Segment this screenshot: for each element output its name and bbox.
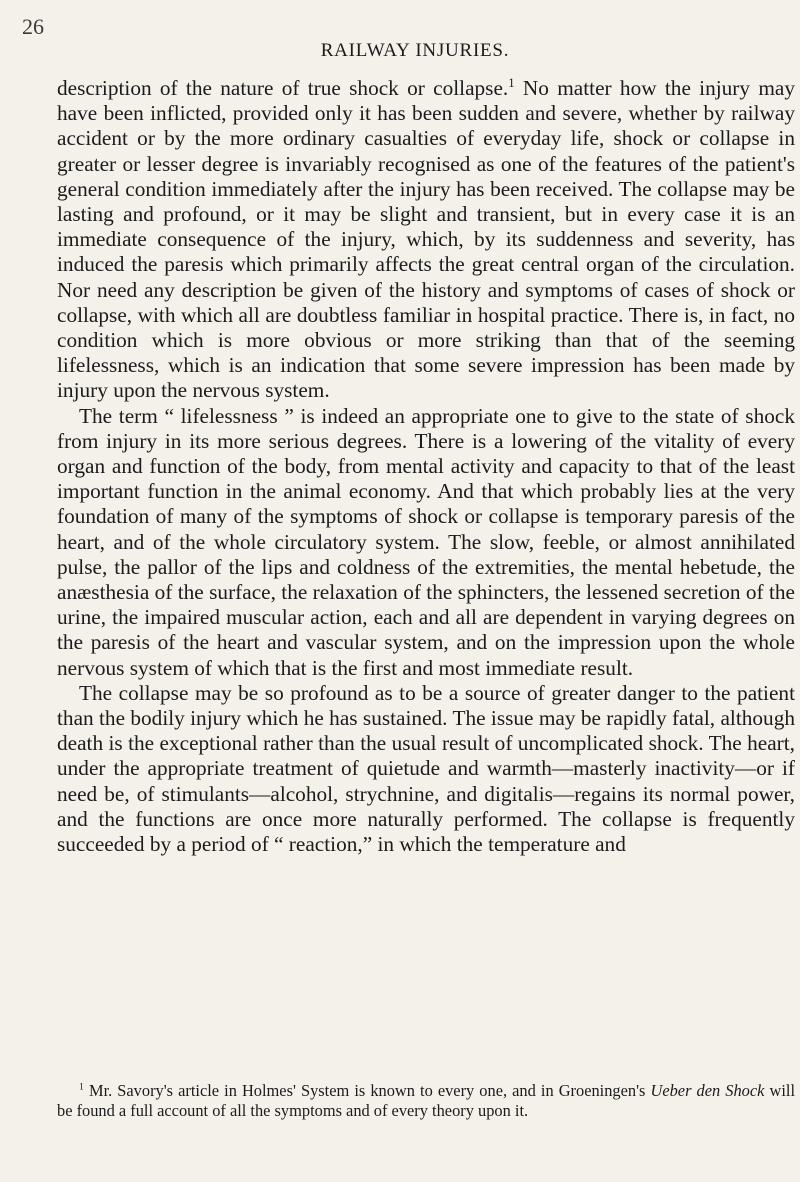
paragraph-3: The collapse may be so profound as to be a source of greater danger to the patient than the bodily injury which he has sustained. The issue may be rapidly fatal, although death is the exceptional rather than the usual result of uncomplicated shock. The heart, under the appropriate treatment of quietude and warmth—masterly inactivity—or if need be, of stimulants—alcohol, strychnine, and digitalis—regains its normal power, and the functions are once more naturally performed. The collapse is frequently succeeded by a period of “ reaction,” in which the temperature and: [57, 680, 795, 857]
body-text: [57, 76, 795, 857]
paragraph-1-continued: No matter how the injury may have been inflicted, provided only it has been sudden and severe, whether by railway accident or by the more ordinary casualties of everyday life, shock or collapse in greater or lesser degree is invariably recognised as one of the features of the patient's general condition immediately after the injury has been received. The collapse may be lasting and profound, or it may be slight and transient, but in every case it is an immediate consequence of the injury, which, by its suddenness and severity, has induced the paresis which primarily affects the great central organ of the circulation. Nor need any description be given of the history and symptoms of cases of shock or collapse, with which all are doubtless familiar in hospital practice. There is, in fact, no condition which is more obvious or more striking than that of the seeming lifelessness, which is an indication that some severe impression has been made by injury upon the nervous system.: [57, 76, 795, 403]
paragraph-2: The term “ lifelessness ” is indeed an appropriate one to give to the state of shock from injury in its more serious degrees. There is a lowering of the vitality of every organ and function of the body, from mental activity and capacity to that of the least important function in the animal economy. And that which probably lies at the very foundation of many of the symptoms of shock or collapse is temporary paresis of the heart, and of the whole circulatory system. The slow, feeble, or almost annihilated pulse, the pallor of the lips and coldness of the extremities, the mental hebetude, the anæsthesia of the surface, the relaxation of the sphincters, the lessened secretion of the urine, the impaired muscular action, each and all are dependent in varying degrees on the paresis of the heart and vascular system, and on the impression upon the whole nervous system of which that is the first and most immediate result.: [57, 403, 795, 680]
footnote: [57, 1081, 795, 1120]
footnote-text-end: will be found a full account of all the symptoms and of every theory upon it.: [57, 1081, 795, 1120]
footnote-book-title: Ueber den Shock: [650, 1081, 765, 1100]
page-number: 26: [22, 14, 44, 39]
paragraph-1: [57, 76, 795, 404]
footnote-marker: 1: [79, 1081, 84, 1093]
paragraph-1-text: description of the nature of true shock or collapse.: [57, 76, 509, 100]
footnote-reference: 1: [508, 75, 515, 90]
running-head: RAILWAY INJURIES.: [320, 40, 510, 61]
footnote-text: Mr. Savory's article in Holmes' System is known to every one, and in Groeningen's: [83, 1081, 651, 1100]
